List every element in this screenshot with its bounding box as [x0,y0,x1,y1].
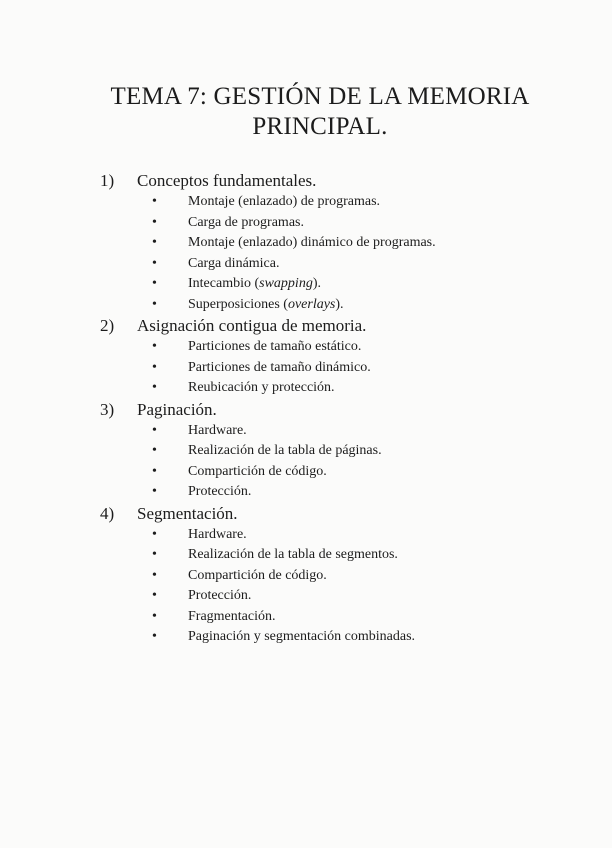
outline-section [100,315,570,399]
list-item [100,233,570,254]
item-text-suffix: ). [312,276,321,291]
item-text: Fragmentación. [188,608,276,624]
bullet-icon: • [152,567,157,583]
list-item [100,295,570,316]
item-text-prefix: Intecambio ( [188,276,260,291]
bullet-icon: • [152,339,157,354]
item-text: Compartición de código. [188,463,327,479]
title-line-2: PRINCIPAL. [252,113,388,140]
section-number: 3) [100,399,115,419]
list-item [100,421,570,442]
list-item [100,607,570,628]
item-text: Carga de programas. [188,214,304,230]
bullet-icon: • [152,235,157,250]
list-item [100,213,570,234]
bullet-icon: • [152,422,157,438]
bullet-icon: • [152,296,157,312]
bullet-icon: • [152,484,157,499]
list-item [100,586,570,607]
item-text: Realización de la tabla de páginas. [188,443,382,458]
section-heading [100,503,570,525]
list-item [100,525,570,546]
title-line-1: TEMA 7: GESTIÓN DE LA MEMORIA [110,83,530,110]
list-item [100,378,570,399]
bullet-icon: • [152,547,157,562]
bullet-icon: • [152,194,157,209]
list-item [100,627,570,648]
list-item [100,274,570,295]
page-title [60,82,580,142]
item-text-emphasis: swapping [259,276,313,291]
item-text: Realización de la tabla de segmentos. [188,547,398,562]
list-item [100,254,570,275]
section-heading [100,315,570,337]
section-heading [100,399,570,421]
subtopic-list [100,421,570,503]
item-text: Hardware. [188,526,247,542]
subtopic-list [100,192,570,315]
bullet-icon: • [152,255,157,271]
item-text: Carga dinámica. [188,255,280,271]
subtopic-list [100,525,570,648]
item-text-emphasis: overlays [287,296,336,312]
bullet-icon: • [152,359,157,375]
list-item [100,566,570,587]
list-item [100,462,570,483]
section-title: Asignación contigua de memoria. [137,316,367,335]
section-title: Paginación. [137,399,217,419]
section-number: 4) [100,503,115,523]
list-item [100,545,570,566]
bullet-icon: • [152,214,157,230]
list-item [100,441,570,462]
outline-section [100,399,570,503]
item-text: Particiones de tamaño estático. [188,339,362,354]
item-text: Paginación y segmentación combinadas. [188,629,416,644]
item-text: Particiones de tamaño dinámico. [188,359,371,375]
list-item [100,358,570,379]
item-text-suffix: ). [335,296,344,312]
bullet-icon: • [152,276,157,291]
item-text: Compartición de código. [188,567,327,583]
bullet-icon: • [152,463,157,479]
list-item [100,482,570,503]
subtopic-list [100,337,570,399]
bullet-icon: • [152,526,157,542]
bullet-icon: • [152,608,157,624]
item-text: Protección. [188,484,252,499]
item-text: Protección. [188,588,252,603]
item-text-prefix: Superposiciones ( [188,296,288,312]
section-title: Segmentación. [137,503,238,523]
item-text: Montaje (enlazado) de programas. [188,194,381,209]
bullet-icon: • [152,380,157,395]
section-number: 1) [100,171,115,190]
item-text: Reubicación y protección. [188,380,335,395]
item-text: Hardware. [188,422,247,438]
bullet-icon: • [152,443,157,458]
outline-section [100,503,570,648]
bullet-icon: • [152,588,157,603]
list-item [100,192,570,213]
bullet-icon: • [152,629,157,644]
topic-outline [100,170,570,648]
section-heading [100,170,570,192]
section-title: Conceptos fundamentales. [137,171,317,190]
section-number: 2) [100,316,115,335]
outline-section [100,170,570,315]
item-text: Montaje (enlazado) dinámico de programas. [188,235,436,250]
list-item [100,337,570,358]
